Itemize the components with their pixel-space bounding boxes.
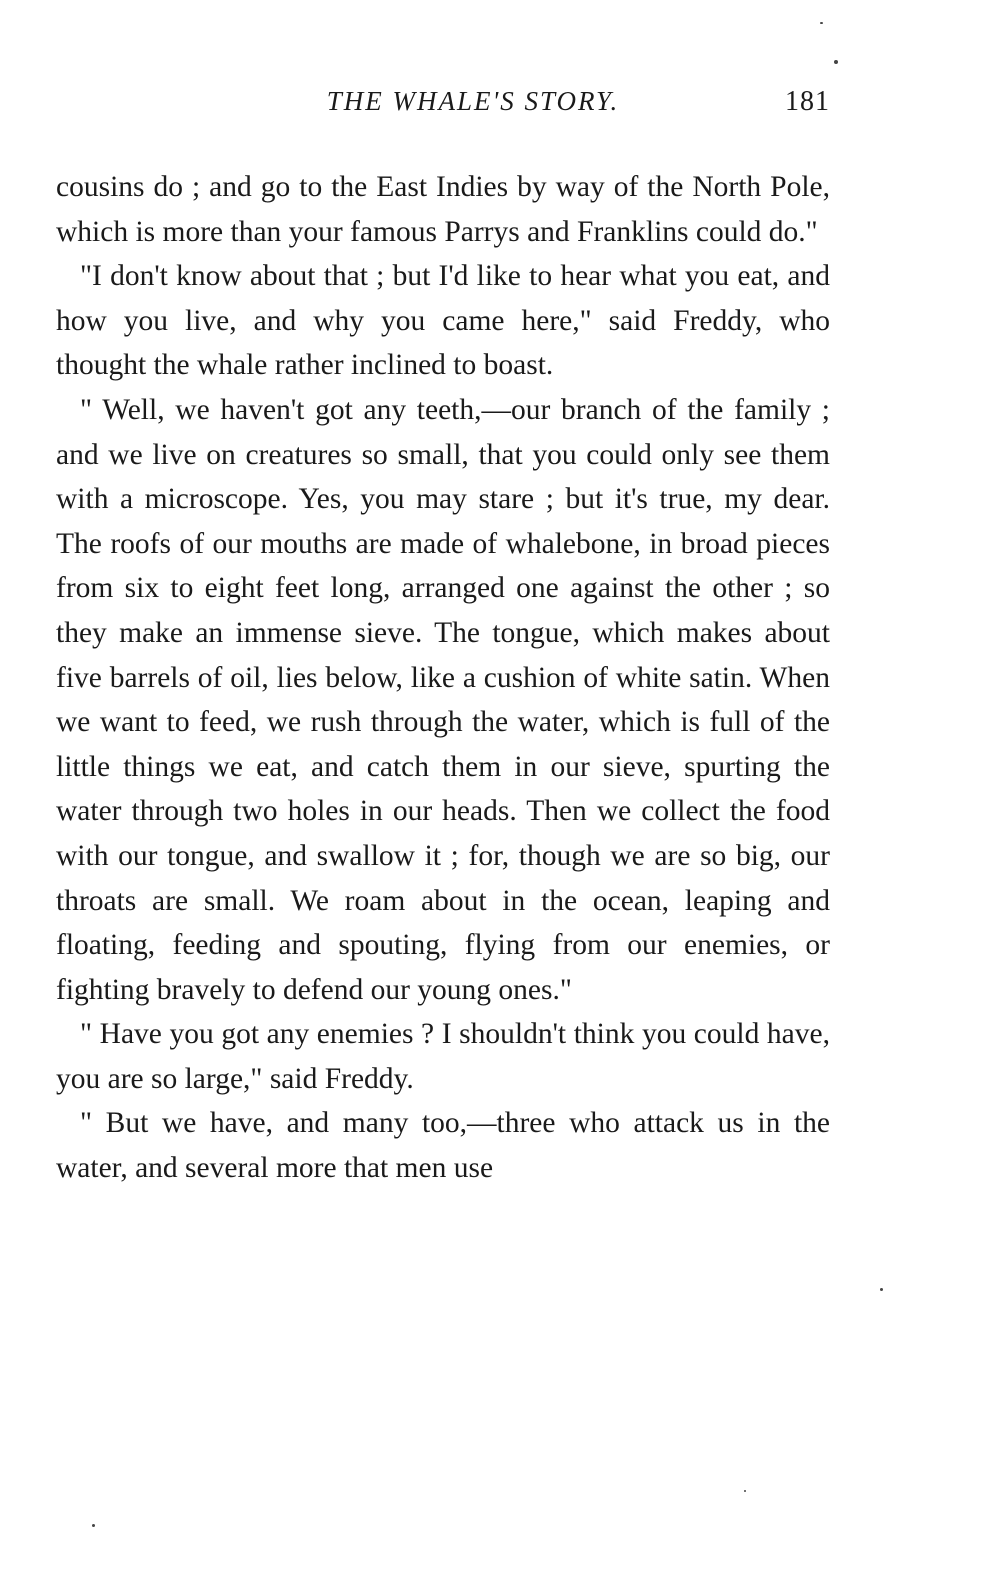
page-number: 181 — [785, 86, 830, 117]
scan-speck — [744, 1490, 746, 1492]
paragraph: " Have you got any enemies ? I shouldn't think you could have, you are so large," said Freddy. — [56, 1018, 830, 1095]
running-head — [56, 86, 830, 126]
running-title: THE WHALE'S STORY. — [326, 86, 620, 116]
paragraph: " Well, we haven't got any teeth,—our branch of the family ; and we live on creatures so small, that you could only see them with a microscope. Yes, you may stare ; but it's true, my dear. The roofs of our mouths are made of whalebone, in broad pieces from six to eight feet long, arranged one against the other ; so they make an immense sieve. The tongue, which makes about five barrels of oil, lies below, like a cushion of white satin. When we want to feed, we rush through the water, which is full of the little things we eat, and catch them in our sieve, spurting the water through two holes in our heads. Then we collect the food with our tongue, and swallow it ; for, though we are so big, our throats are small. We roam about in the ocean, leaping and floating, feeding and spouting, flying from our enemies, or fighting bravely to defend our young ones." — [56, 393, 830, 1006]
scan-speck — [92, 1524, 95, 1527]
scan-speck — [880, 1288, 883, 1291]
paragraph: cousins do ; and go to the East Indies by way of the North Pole, which is more than your famous Parrys and Franklins could do." — [56, 171, 830, 248]
paragraph: "I don't know about that ; but I'd like to hear what you eat, and how you live, and why you came here," said Freddy, who thought the whale rather inclined to boast. — [56, 260, 830, 382]
body-text — [56, 165, 830, 1191]
scan-speck — [834, 60, 838, 64]
scan-speck — [820, 22, 823, 24]
paragraph: " But we have, and many too,—three who attack us in the water, and several more that men use — [56, 1107, 830, 1185]
